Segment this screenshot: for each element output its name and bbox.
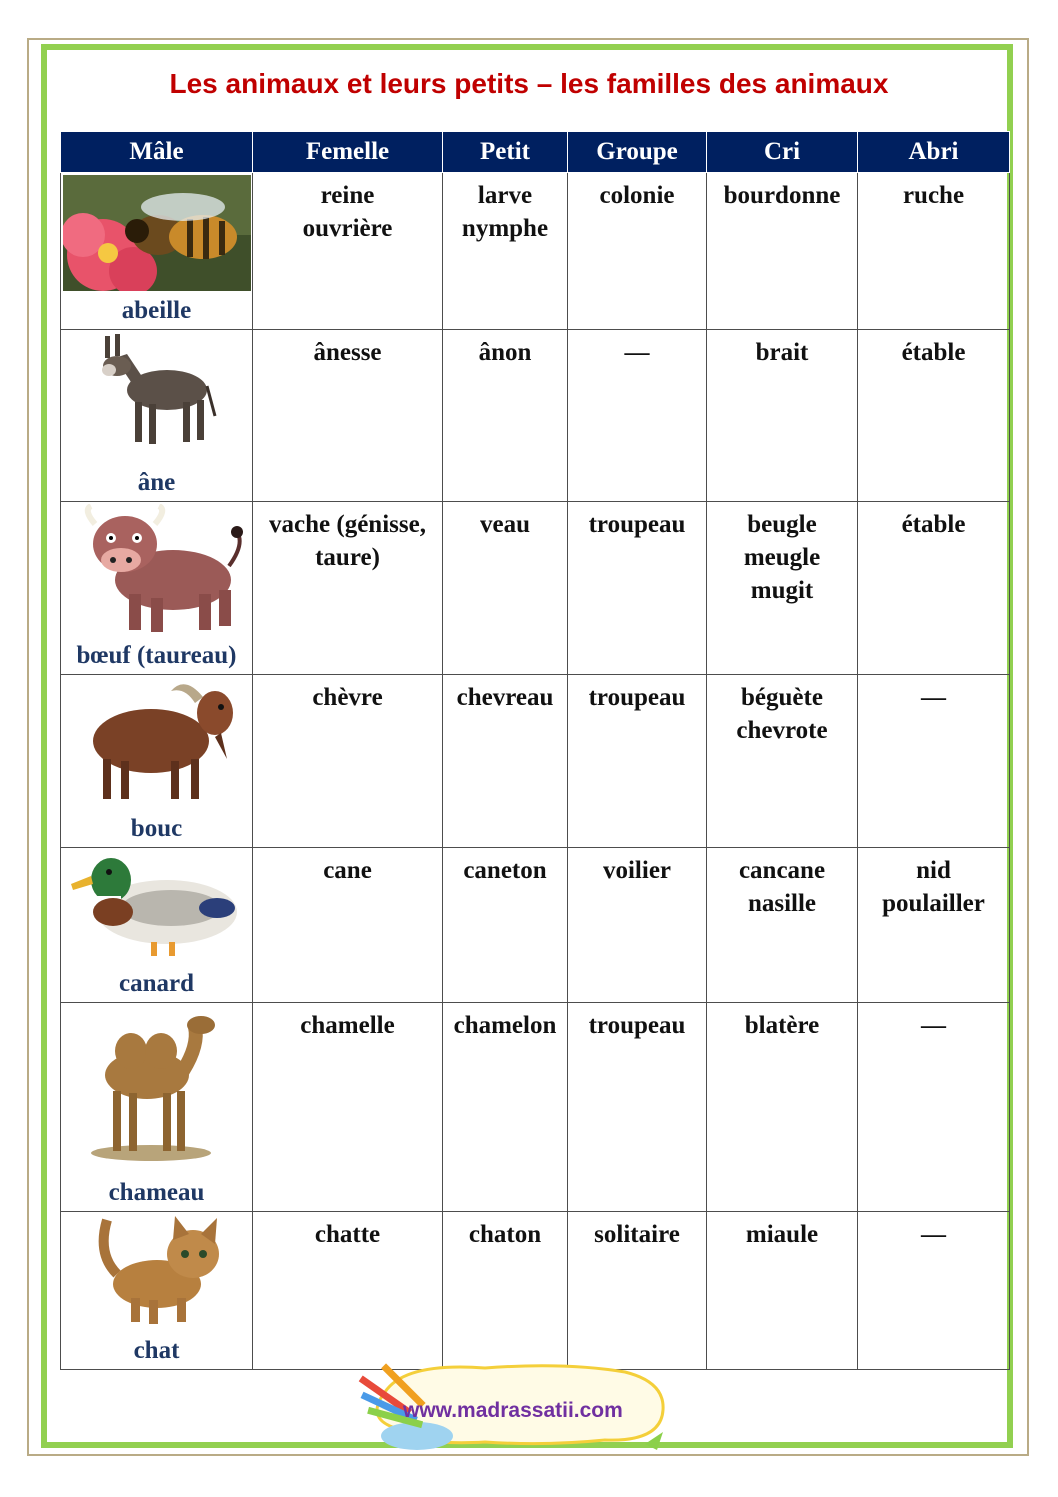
header-cri: Cri bbox=[707, 132, 858, 173]
cell-male bbox=[61, 1003, 253, 1212]
camel-image bbox=[87, 1005, 227, 1165]
table-header-row bbox=[61, 132, 1010, 173]
cell-male bbox=[61, 502, 253, 675]
header-abri: Abri bbox=[858, 132, 1010, 173]
cell-groupe: colonie bbox=[568, 173, 707, 330]
cell-femelle: cane bbox=[253, 848, 443, 1003]
header-petit: Petit bbox=[443, 132, 568, 173]
cell-femelle: ânesse bbox=[253, 330, 443, 502]
animal-name: chat bbox=[133, 1337, 180, 1364]
cell-abri: étable bbox=[858, 502, 1010, 675]
cell-femelle: chamelle bbox=[253, 1003, 443, 1212]
cell-groupe: voilier bbox=[568, 848, 707, 1003]
table-row bbox=[61, 330, 1010, 502]
cell-groupe: troupeau bbox=[568, 502, 707, 675]
cell-abri: — bbox=[858, 1212, 1010, 1370]
cell-femelle: chèvre bbox=[253, 675, 443, 848]
cell-cri: cancane nasille bbox=[707, 848, 858, 1003]
cell-petit: chevreau bbox=[443, 675, 568, 848]
cell-petit: chamelon bbox=[443, 1003, 568, 1212]
animal-name: canard bbox=[119, 970, 194, 997]
cell-groupe: troupeau bbox=[568, 1003, 707, 1212]
duck-image bbox=[71, 850, 243, 962]
cell-male bbox=[61, 848, 253, 1003]
cell-abri: étable bbox=[858, 330, 1010, 502]
cell-cri: miaule bbox=[707, 1212, 858, 1370]
cell-abri: nid poulailler bbox=[858, 848, 1010, 1003]
goat-image bbox=[75, 677, 239, 803]
cell-cri: béguète chevrote bbox=[707, 675, 858, 848]
cell-groupe: solitaire bbox=[568, 1212, 707, 1370]
bull-image bbox=[69, 504, 245, 636]
table-row bbox=[61, 1212, 1010, 1370]
footer-website[interactable]: www.madrassatii.com bbox=[403, 1399, 623, 1422]
animal-name: abeille bbox=[121, 297, 192, 324]
cell-petit: ânon bbox=[443, 330, 568, 502]
cell-abri: ruche bbox=[858, 173, 1010, 330]
header-male: Mâle bbox=[61, 132, 253, 173]
cell-groupe: — bbox=[568, 330, 707, 502]
cell-femelle: vache (génisse, taure) bbox=[253, 502, 443, 675]
header-femelle: Femelle bbox=[253, 132, 443, 173]
animal-name: bouc bbox=[130, 815, 183, 842]
animal-name: bœuf (taureau) bbox=[76, 642, 237, 669]
table-row bbox=[61, 1003, 1010, 1212]
cell-cri: bourdonne bbox=[707, 173, 858, 330]
cell-femelle: reine ouvrière bbox=[253, 173, 443, 330]
donkey-image bbox=[87, 332, 227, 452]
table-row bbox=[61, 675, 1010, 848]
cell-male bbox=[61, 1212, 253, 1370]
cell-petit: caneton bbox=[443, 848, 568, 1003]
header-groupe: Groupe bbox=[568, 132, 707, 173]
animal-name: chameau bbox=[108, 1179, 205, 1206]
cell-male bbox=[61, 173, 253, 330]
cell-petit: larve nymphe bbox=[443, 173, 568, 330]
cell-groupe: troupeau bbox=[568, 675, 707, 848]
cell-abri: — bbox=[858, 1003, 1010, 1212]
cell-male bbox=[61, 330, 253, 502]
table-row bbox=[61, 502, 1010, 675]
cell-femelle: chatte bbox=[253, 1212, 443, 1370]
page-title: Les animaux et leurs petits – les familles des animaux bbox=[169, 68, 889, 99]
cat-image bbox=[87, 1214, 227, 1326]
animals-table bbox=[60, 131, 1010, 1370]
bee-image bbox=[63, 175, 251, 291]
animal-name: âne bbox=[137, 469, 176, 496]
cell-petit: veau bbox=[443, 502, 568, 675]
cell-cri: brait bbox=[707, 330, 858, 502]
cell-male bbox=[61, 675, 253, 848]
cell-cri: beugle meugle mugit bbox=[707, 502, 858, 675]
cell-cri: blatère bbox=[707, 1003, 858, 1212]
cell-abri: — bbox=[858, 675, 1010, 848]
table-row bbox=[61, 848, 1010, 1003]
table-row bbox=[61, 173, 1010, 330]
cell-petit: chaton bbox=[443, 1212, 568, 1370]
